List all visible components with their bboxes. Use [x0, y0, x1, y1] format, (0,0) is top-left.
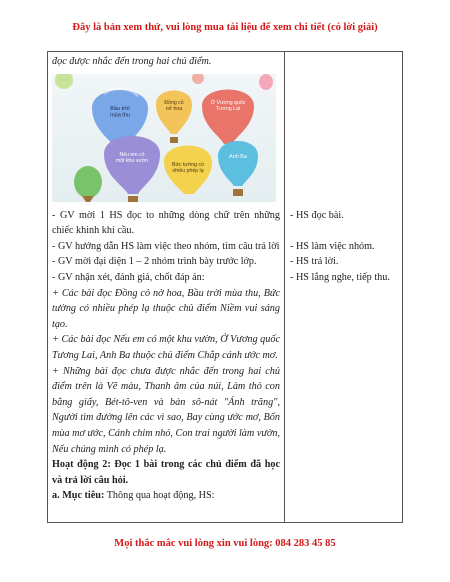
contact-banner: Mọi thắc mắc vui lòng xin vui lòng: 084 283 45 85 — [114, 538, 336, 549]
goal-label: a. Mục tiêu: — [52, 490, 105, 502]
teacher-column — [52, 54, 280, 504]
column-divider — [284, 52, 285, 522]
student-response-3: - HS trả lời. — [290, 256, 339, 268]
svg-text:Đồng cỏnở hoa: Đồng cỏ nở hoa — [164, 99, 184, 112]
student-column — [290, 208, 398, 285]
balloons-illustration — [52, 74, 276, 202]
answer-1: + Các bài đọc Đồng cỏ nở hoa, Bầu trời mùa thu, Bức tường có nhiều phép lạ thuộc chủ điểm Niềm vui sáng tạo. — [52, 287, 280, 330]
lesson-table — [47, 51, 403, 523]
answer-2: + Các bài đọc Nếu em có một khu vườn, Ở Vương quốc Tương Lai, Anh Ba thuộc chủ điểm Chắp cánh ước mơ. — [52, 334, 280, 361]
preview-banner: Đây là bản xem thử, vui lòng mua tài liệu để xem chi tiết (có lời giải) — [72, 22, 378, 33]
svg-text:Nếu em cómột khu vườn: Nếu em có một khu vườn — [115, 151, 149, 164]
step-2: - GV hướng dẫn HS làm việc theo nhóm, tìm câu trả lời — [52, 240, 280, 252]
svg-text:Anh Ba: Anh Ba — [228, 153, 248, 160]
svg-text:Ở Vương quốcTương Lai: Ở Vương quốc Tương Lai — [210, 99, 246, 112]
activity-heading: Hoạt động 2: Đọc 1 bài trong các chủ điểm đã học và trả lời câu hỏi. — [52, 459, 280, 486]
svg-text:Bức tường cónhiều phép lạ: Bức tường có nhiều phép lạ — [172, 161, 204, 174]
svg-text:Bầu trờimùa thu: Bầu trời mùa thu — [110, 105, 130, 119]
goal-line — [52, 488, 280, 504]
step-1: - GV mời 1 HS đọc to những dòng chữ trên những chiếc khinh khí cầu. — [52, 209, 280, 237]
step-4: - GV nhận xét, đánh giá, chốt đáp án: — [52, 271, 205, 283]
student-response-2: - HS làm việc nhóm. — [290, 240, 375, 252]
student-response-1: - HS đọc bài. — [290, 210, 344, 221]
answer-3: + Những bài đọc chưa được nhắc đến trong hai chủ điểm trên là Vẽ màu, Thanh âm của núi, Làm thỏ con bằng giấy, Bét-tô-ven và bản sô-nát "Ánh trăng", Người tìm đường lên các vì sao, Bay cùng ước mơ, Bốn mùa mơ ước, Cánh chim nhỏ, Con trai người làm vườn, Nếu chúng mình có phép lạ. — [52, 365, 280, 455]
step-3: - GV mời đại diện 1 – 2 nhóm trình bày trước lớp. — [52, 256, 257, 268]
intro-text: đọc được nhắc đến trong hai chủ điểm. — [52, 56, 212, 67]
goal-text: Thông qua hoạt động, HS: — [104, 490, 215, 502]
student-response-4: - HS lắng nghe, tiếp thu. — [290, 271, 390, 283]
